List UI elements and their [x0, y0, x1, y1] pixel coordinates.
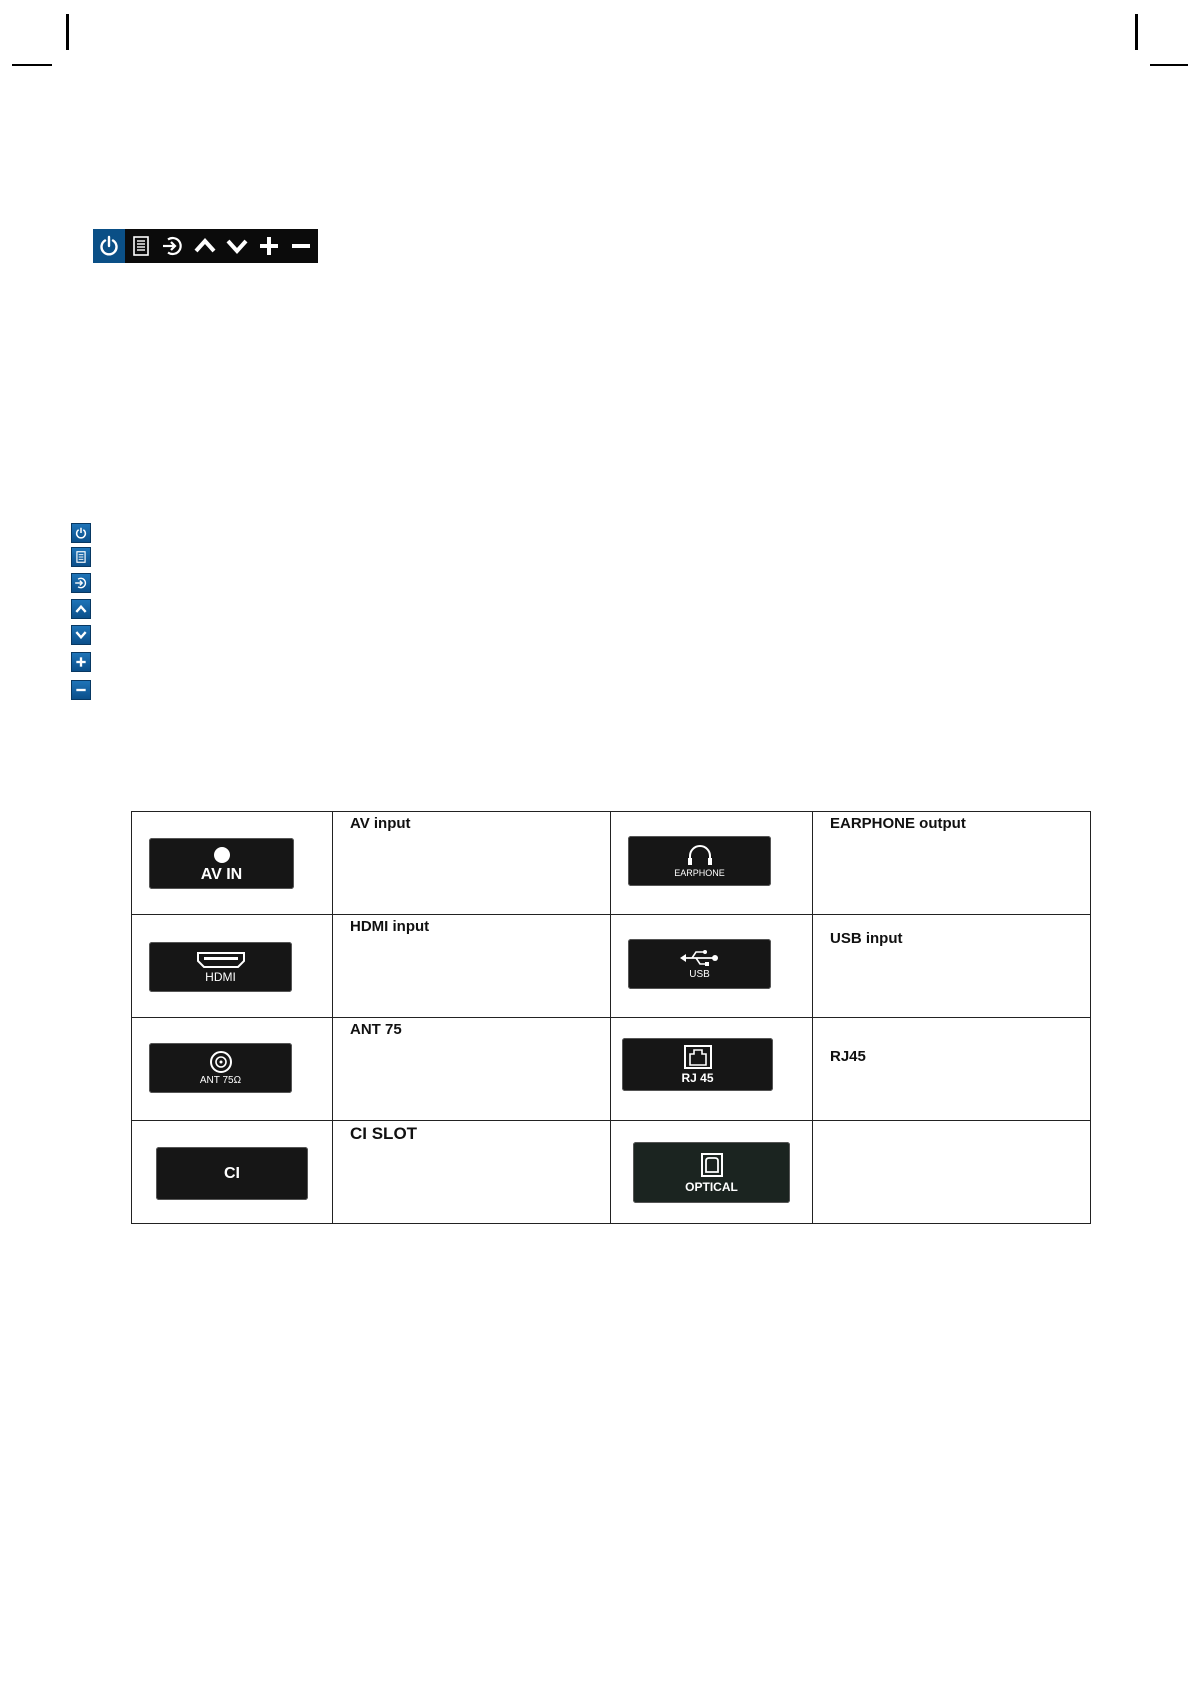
headphone-icon — [686, 844, 714, 866]
av-input-description: AV input — [333, 812, 611, 915]
ant-port-label — [149, 1043, 292, 1093]
ethernet-port-icon — [684, 1045, 712, 1069]
legend-volume-up-icon — [71, 652, 91, 672]
usb-image-cell — [611, 915, 813, 1018]
tv-control-strip — [93, 229, 318, 263]
crop-mark-top-right-horizontal — [1150, 64, 1188, 66]
channel-up-icon — [193, 234, 217, 258]
legend-channel-down-icon — [71, 625, 91, 645]
hdmi-port-text: HDMI — [205, 970, 236, 984]
usb-port-text: USB — [689, 968, 710, 980]
crop-mark-top-right-vertical — [1135, 14, 1138, 50]
connections-table — [131, 811, 1091, 1224]
hdmi-connector-icon — [196, 951, 246, 969]
usb-port-label — [628, 939, 771, 989]
power-button[interactable] — [93, 229, 125, 263]
crop-mark-top-left-horizontal — [12, 64, 52, 66]
optical-description — [813, 1121, 1091, 1224]
channel-down-icon — [225, 234, 249, 258]
av-jack-icon — [212, 845, 232, 865]
crop-mark-top-left-vertical — [66, 14, 69, 50]
channel-down-button[interactable] — [221, 229, 253, 263]
table-row — [132, 915, 1091, 1018]
earphone-port-text: EARPHONE — [674, 868, 725, 878]
legend-menu-icon — [71, 547, 91, 567]
input-source-button[interactable] — [157, 229, 189, 263]
ant-description: ANT 75 — [333, 1018, 611, 1121]
legend-power-icon — [71, 523, 91, 543]
coax-connector-icon — [209, 1050, 233, 1074]
input-source-icon — [161, 234, 185, 258]
ant-image-cell — [132, 1018, 333, 1121]
table-row — [132, 1121, 1091, 1224]
hdmi-port-label — [149, 942, 292, 992]
earphone-port-label — [628, 836, 771, 886]
rj45-port-text: RJ 45 — [681, 1071, 714, 1085]
ci-port-text: CI — [224, 1164, 240, 1182]
channel-up-button[interactable] — [189, 229, 221, 263]
optical-image-cell — [611, 1121, 813, 1224]
earphone-output-description: EARPHONE output — [813, 812, 1091, 915]
av-in-image-cell — [132, 812, 333, 915]
hdmi-image-cell — [132, 915, 333, 1018]
menu-button[interactable] — [125, 229, 157, 263]
rj45-image-cell — [611, 1018, 813, 1121]
hdmi-input-description: HDMI input — [333, 915, 611, 1018]
legend-volume-down-icon — [71, 680, 91, 700]
ci-slot-description: CI SLOT — [333, 1121, 611, 1224]
av-in-port-label — [149, 838, 294, 889]
volume-down-icon — [289, 234, 313, 258]
volume-down-button[interactable] — [285, 229, 317, 263]
optical-port-icon — [700, 1152, 724, 1178]
optical-port-text: OPTICAL — [685, 1180, 738, 1194]
menu-icon — [129, 234, 153, 258]
table-row — [132, 812, 1091, 915]
rj45-port-label — [622, 1038, 773, 1091]
av-in-port-text: AV IN — [200, 865, 243, 883]
legend-channel-up-icon — [71, 599, 91, 619]
optical-port-label — [633, 1142, 790, 1203]
ci-image-cell — [132, 1121, 333, 1224]
earphone-image-cell — [611, 812, 813, 915]
table-row — [132, 1018, 1091, 1121]
power-icon — [97, 234, 121, 258]
ant-port-text: ANT 75Ω — [199, 1075, 242, 1086]
usb-symbol-icon — [680, 949, 720, 967]
volume-up-button[interactable] — [253, 229, 285, 263]
rj45-description: RJ45 — [813, 1018, 1091, 1121]
usb-input-description: USB input — [813, 915, 1091, 1018]
legend-input-source-icon — [71, 573, 91, 593]
volume-up-icon — [257, 234, 281, 258]
ci-port-label — [156, 1147, 308, 1200]
